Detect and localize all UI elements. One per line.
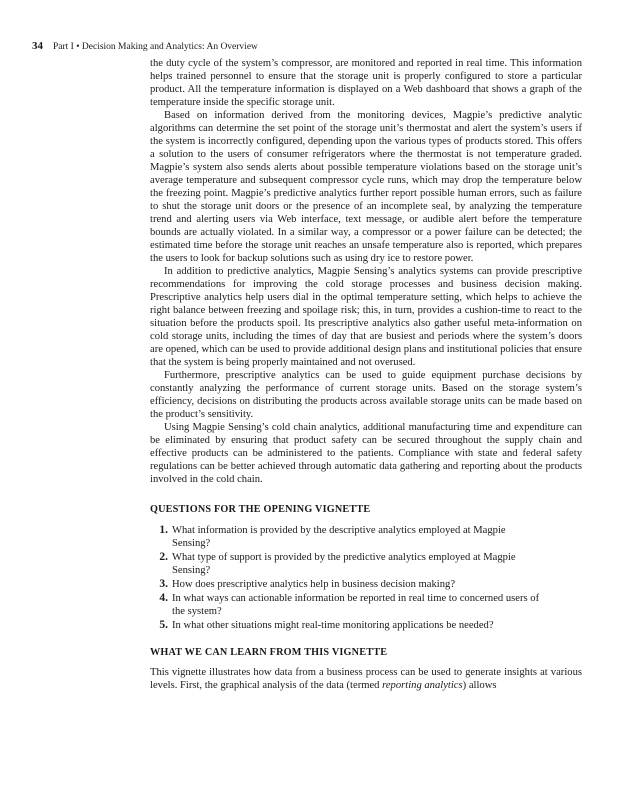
paragraph: Using Magpie Sensing’s cold chain analytics, additional manufacturing time and expenditure can be eliminated by ensuring that product safety can be secured throughout the supply chain and effective products can be administered to the patients. Compliance with state and federal safety regulations can be better achieved through automatic data gathering and reporting about the products involved in the cold chain. <box>150 422 582 485</box>
running-title: Part I • Decision Making and Analytics: An Overview <box>53 42 258 52</box>
learn-text-tail: ) allows <box>462 680 497 691</box>
learn-paragraph <box>150 666 582 692</box>
body-text <box>150 57 582 692</box>
question-item <box>150 524 582 550</box>
paragraph: the duty cycle of the system’s compressor, are monitored and reported in real time. This information helps trained personnel to ensure that the storage unit is properly configured to store a particular product. All the temperature information is displayed on a Web dashboard that shows a graph of the temperature inside the specific storage unit. <box>150 58 582 108</box>
paragraph: Based on information derived from the monitoring devices, Magpie’s predictive analytic algorithms can determine the set point of the storage unit’s thermostat and alert the system’s users if the system is incorrectly configured, depending upon the various types of products stored. This offers a solution to the users of consumer refrigerators where the thermostat is not temperature graded. Magpie’s system also sends alerts about possible temperature violations based on the storage unit’s average temperature and subsequent compressor cycle runs, which may drop the temperature below the freezing point. Magpie’s predictive analytics further report possible human errors, such as failure to shut the storage unit doors or the presence of an incomplete seal, by analyzing the temperature trend and alerting users via Web interface, text message, or audible alert before the temperature bounds are actually violated. In a similar way, a compressor or a power failure can be detected; the estimated time before the storage unit reaches an unsafe temperature also is reported, which prepares the users to look for backup solutions such as using dry ice to restore power. <box>150 110 582 264</box>
question-item <box>150 578 582 591</box>
question-text: What type of support is provided by the predictive analytics employed at Magpie Sensing? <box>172 552 516 576</box>
page-number: 34 <box>32 40 43 52</box>
question-item <box>150 551 582 577</box>
question-number: 4. <box>159 592 168 604</box>
running-head <box>32 40 258 53</box>
questions-heading: QUESTIONS FOR THE OPENING VIGNETTE <box>150 504 371 515</box>
question-text: What information is provided by the descriptive analytics employed at Magpie Sensing? <box>172 525 506 549</box>
question-text: How does prescriptive analytics help in business decision making? <box>172 579 456 590</box>
learn-term: reporting analytics <box>382 680 463 691</box>
paragraph: Furthermore, prescriptive analytics can be used to guide equipment purchase decisions by constantly analyzing the performance of current storage units. Based on the storage system’s efficiency, decisions on distributing the products across available storage units can be made based on the product’s sensitivity. <box>150 370 582 420</box>
question-number: 5. <box>159 619 168 631</box>
learn-text: This vignette illustrates how data from a business process can be used to generate insights at various levels. First, the graphical analysis of the data (termed <box>150 667 582 691</box>
question-item <box>150 592 582 618</box>
question-item <box>150 619 582 632</box>
question-number: 1. <box>159 524 168 536</box>
question-text: In what ways can actionable information be reported in real time to concerned users of the system? <box>172 593 540 617</box>
questions-list <box>150 524 582 632</box>
question-text: In what other situations might real-time monitoring applications be needed? <box>172 620 494 631</box>
paragraph: In addition to predictive analytics, Magpie Sensing’s analytics systems can provide prescriptive recommendations for improving the cold storage processes and business decision making. Prescriptive analytics help users dial in the optimal temperature setting, which helps to achieve the right balance between freezing and spoilage risk; this, in turn, provides a cushion-time to react to the situation before the products spoil. Its prescriptive analytics also gather useful meta-information on cold storage units, including the times of day that are busiest and periods where the system’s doors are opened, which can be used to provide additional design plans and institutional policies that ensure that the system is being properly maintained and not overused. <box>150 266 582 368</box>
question-number: 3. <box>159 578 168 590</box>
learn-heading: WHAT WE CAN LEARN FROM THIS VIGNETTE <box>150 647 388 658</box>
question-number: 2. <box>159 551 168 563</box>
